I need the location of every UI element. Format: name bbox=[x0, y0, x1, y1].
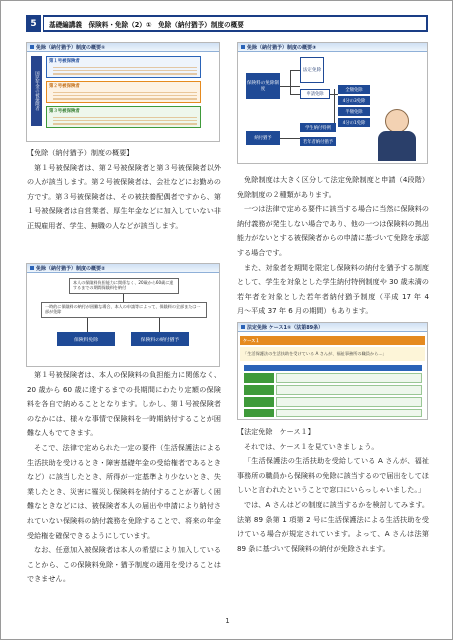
connector bbox=[87, 318, 88, 332]
bullet-icon bbox=[241, 325, 245, 329]
paragraph: では、A さんはどの制度に該当するかを検討してみます。法第 89 条第 1 項第 2 号に生活保護法による生活扶助を受けている場合が規定されています。よって、A さんは法第 89 条に基づいて保険料の納付が免除されます。 bbox=[237, 499, 429, 553]
table-cell bbox=[244, 409, 274, 417]
bullet-icon bbox=[30, 266, 34, 270]
note-box-top: 本人の保険料負担能力に関係なく、20歳から60歳に達するまでの期間保険料を納付 bbox=[69, 278, 179, 294]
note-box-mid: 一時的に保険料の納付が困難な場合、本人の申請等によって、保険料の全部または一部が免除 bbox=[41, 302, 207, 318]
table-cell bbox=[276, 409, 422, 417]
case-band-title: ケース１ bbox=[240, 336, 425, 345]
side-label: 国民年金の被保険者 bbox=[31, 56, 42, 126]
table-cell bbox=[244, 385, 274, 395]
paragraph: 「生活保護法の生活扶助を受給している A さんが、福祉事務所の職員から保険料の免除に該当するので届出をしてほしいと言われたということで窓口にいらっしゃいました。」 bbox=[237, 456, 429, 495]
table-header bbox=[244, 365, 422, 371]
slide-overview-1 bbox=[26, 42, 220, 142]
box-title: 第２号被保険者 bbox=[49, 84, 80, 89]
connector bbox=[280, 138, 300, 139]
paragraph: 一つは法律で定める要件に該当する場合に当然に保険料の納付義務が発生しない場合であり、他の一つは保険料の拠出能力がないとする被保険者からの申請に基づいて免除を承認する場合です。 bbox=[237, 204, 429, 257]
box-title: 第３号被保険者 bbox=[49, 109, 80, 114]
box-line bbox=[53, 95, 197, 97]
paragraph: なお、任意加入被保険者は本人の希望により加入していることから、この保険料免除・猶予制度の適用を受けることはできません。 bbox=[27, 545, 221, 584]
case-band-text: 「生活保護法の生活扶助を受けている A さんが、福祉事務所の職員から…」 bbox=[240, 347, 425, 361]
paragraph: そこで、法律で定められた一定の要件（生活保護法による生活扶助を受けるとき・障害基礎年金の受給権者であるときなど）に該当したとき、所得が一定基準より少ないとき、失業したとき、災害に罹災し保険料を納付することが著しく困難なときなどには、被保険者本人の届出や申請により納付されていない保険料の納付義務を免除することで、将来の年金受給権を確保できるようにしています。 bbox=[27, 442, 221, 540]
box-line bbox=[53, 67, 197, 69]
paragraph: 第１号被保険者は、第２号被保険者と第３号被保険者以外の人が該当します。第２号被保険者は、会社などにお勤めの方です。第３号被保険者は、その被扶養配偶者ですから、第１号被保険者は自営業者、厚生年金などに加入していない非正規雇用者、学生、無職の人などが該当します。 bbox=[27, 162, 221, 230]
section-heading: 【法定免除 ケース１】 bbox=[237, 427, 315, 436]
paragraph: 免除制度は大きく区分して法定免除制度と申請（4段階）免除制度の２種類があります。 bbox=[237, 175, 429, 199]
connector bbox=[290, 70, 291, 94]
slide-title-text: 法定免除 ケース1①（法第89条） bbox=[247, 324, 324, 331]
slide-title-text: 免除（納付猶予）制度の概要① bbox=[36, 44, 106, 51]
table-cell bbox=[276, 373, 422, 383]
box-line bbox=[53, 98, 197, 100]
table-cell bbox=[244, 397, 274, 407]
table-cell bbox=[276, 385, 422, 395]
box-line bbox=[53, 123, 197, 125]
presenter-body-icon bbox=[378, 131, 416, 161]
slide-title-text: 免除（納付猶予）制度の概要② bbox=[36, 265, 106, 272]
slide-overview-3 bbox=[237, 42, 428, 164]
text-block-types bbox=[237, 173, 429, 319]
sub-item: 半額免除 bbox=[338, 107, 370, 116]
section-heading: 【免除（納付猶予）制度の概要】 bbox=[27, 148, 134, 157]
diagram-exemption bbox=[238, 43, 428, 164]
node-main: 保険料の免除制度 bbox=[246, 73, 280, 99]
section-number: 5 bbox=[26, 15, 43, 32]
node-student: 学生納付特例 bbox=[300, 123, 336, 132]
connector bbox=[159, 318, 160, 332]
box-first-insured bbox=[46, 56, 201, 78]
box-second-insured bbox=[46, 81, 201, 103]
table-cell bbox=[276, 397, 422, 407]
connector bbox=[290, 94, 300, 95]
slide-title bbox=[27, 43, 219, 52]
slide-title bbox=[238, 323, 427, 332]
box-line bbox=[53, 73, 197, 75]
text-block-case bbox=[237, 425, 429, 556]
connector bbox=[123, 294, 124, 302]
text-block-details bbox=[27, 368, 221, 587]
paragraph: 第１号被保険者は、本人の保険料の負担能力に関係なく、20 歳から 60 歳に達するまでの長期間にわたり定額の保険料を各自で納めることとなります。しかし、第１号被保険者のなかには、様々な事情で保険料を一時期納付することが困難な人もでてきます。 bbox=[27, 370, 221, 438]
box-line bbox=[53, 92, 197, 94]
box-line bbox=[53, 70, 197, 72]
box-line bbox=[53, 120, 197, 122]
node-statutory: 法定免除 bbox=[300, 57, 324, 83]
slide-title bbox=[27, 264, 219, 273]
box-line bbox=[53, 117, 197, 119]
node-exemption: 保険料免除 bbox=[57, 332, 115, 346]
header-source: 紙上 Live 講義 bbox=[380, 21, 418, 27]
paragraph: また、対象者を期間を限定し保険料の納付を猶予する制度として、学生を対象とした学生納付特例制度や 30 歳未満の若年者を対象とした若年者納付猶予制度（平成 17 年 4 月〜平成 37 年 6 月の期間）もあります。 bbox=[237, 262, 429, 316]
connector bbox=[290, 70, 300, 71]
box-title: 第１号被保険者 bbox=[49, 59, 80, 64]
sub-item: 4分の3免除 bbox=[338, 96, 370, 105]
page-title: 基礎編講義 保険料・免除（2）① 免除（納付猶予）制度の概要 bbox=[43, 16, 427, 31]
page-number: 1 bbox=[225, 617, 230, 625]
page-header bbox=[26, 15, 428, 32]
box-third-insured bbox=[46, 106, 201, 128]
node-application: 申請免除 bbox=[300, 89, 330, 99]
slide-overview-2 bbox=[26, 263, 220, 367]
sub-item: 全額免除 bbox=[338, 85, 370, 94]
node-young: 若年者納付猶予 bbox=[300, 137, 336, 146]
sub-item: 4分の1免除 bbox=[338, 118, 370, 127]
presenter-head-icon bbox=[385, 109, 409, 133]
paragraph: それでは、ケース１を見ていきましょう。 bbox=[244, 441, 379, 451]
slide-title-text: 免除（納付猶予）制度の概要③ bbox=[247, 44, 317, 51]
slide-case-1 bbox=[237, 322, 428, 420]
table-cell bbox=[244, 373, 274, 383]
node-grace: 保険料の納付猶予 bbox=[131, 332, 189, 346]
connector bbox=[334, 89, 335, 123]
node-grace: 納付猶予 bbox=[246, 131, 280, 145]
bullet-icon bbox=[30, 45, 34, 49]
text-block-overview bbox=[27, 146, 221, 234]
